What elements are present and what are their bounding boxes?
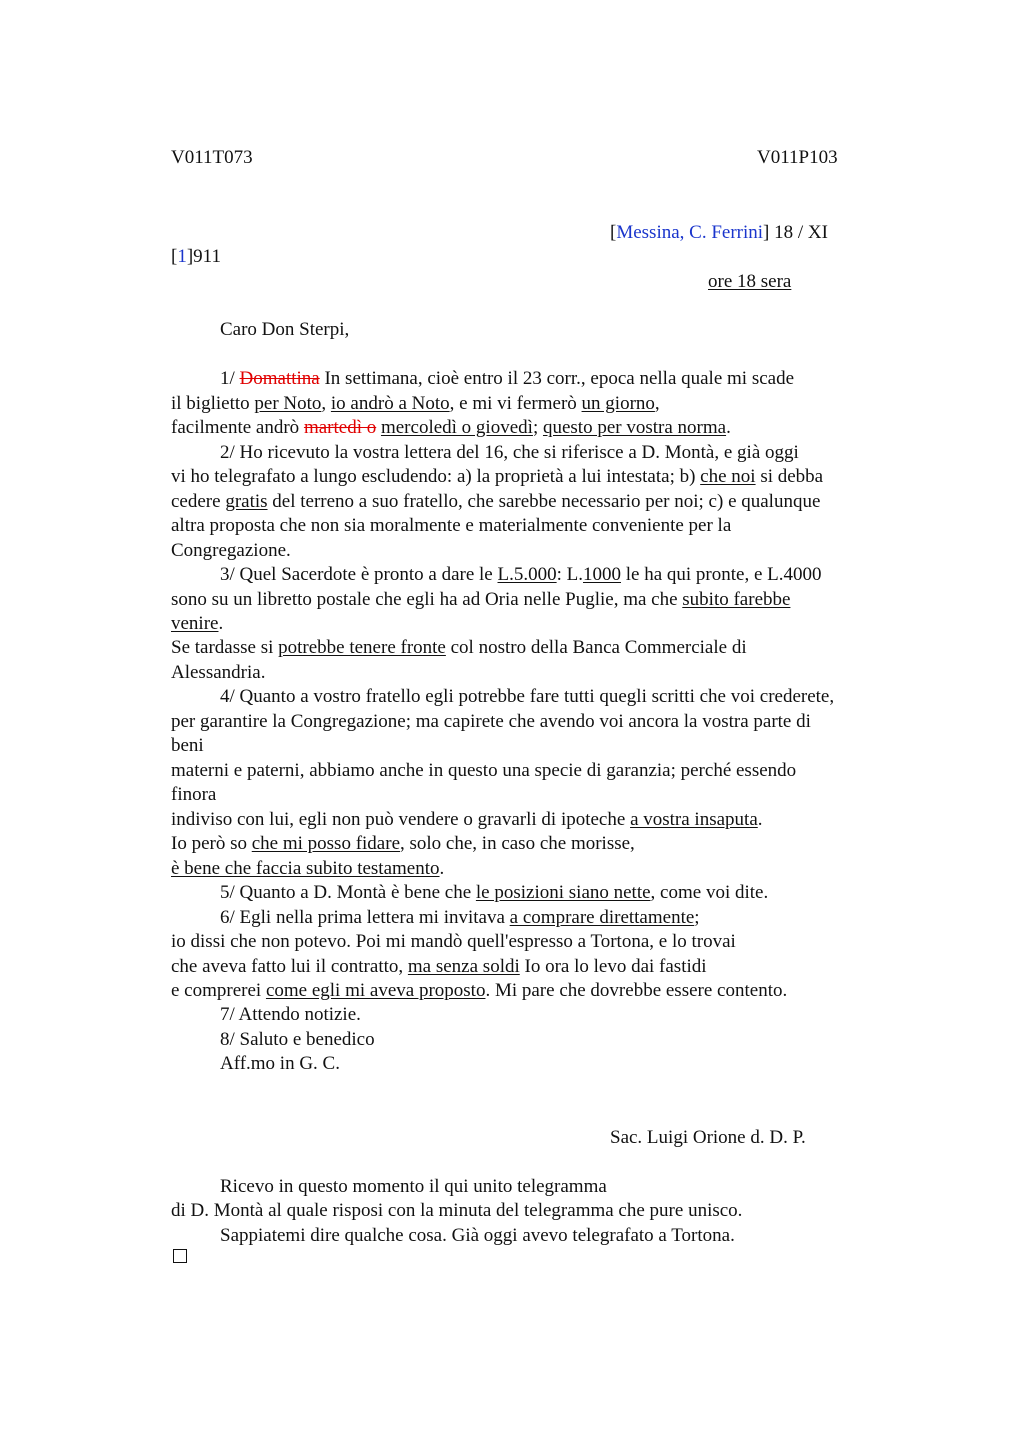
paragraph-1-line-2: il biglietto per Noto, io andrò a Noto, e mi vi fermerò un giorno, bbox=[171, 393, 660, 414]
paragraph-3-line-1: 3/ Quel Sacerdote è pronto a dare le L.5.000: L.1000 le ha qui pronte, e L.4000 bbox=[220, 564, 822, 585]
checkbox-square-icon bbox=[173, 1249, 187, 1263]
paragraph-2-line-3: cedere gratis del terreno a suo fratello, che sarebbe necessario per noi; c) e qualunque bbox=[171, 491, 821, 512]
postscript-line-1: Ricevo in questo momento il qui unito telegramma bbox=[220, 1176, 607, 1197]
paragraph-2-line-4: altra proposta che non sia moralmente e materialmente conveniente per la bbox=[171, 515, 732, 536]
closing: Aff.mo in G. C. bbox=[220, 1053, 340, 1074]
paragraph-4-line-8: è bene che faccia subito testamento. bbox=[171, 858, 445, 879]
place-date: [Messina, C. Ferrini] 18 / XI bbox=[610, 222, 828, 243]
paragraph-4-line-2: per garantire la Congregazione; ma capirete che avendo voi ancora la vostra parte di bbox=[171, 711, 811, 732]
salutation: Caro Don Sterpi, bbox=[220, 319, 350, 340]
paragraph-2-line-5: Congregazione. bbox=[171, 540, 291, 561]
paragraph-4-line-7: Io però so che mi posso fidare, solo che, in caso che morisse, bbox=[171, 833, 635, 854]
paragraph-4-line-3: beni bbox=[171, 735, 204, 756]
place-editorial: Messina, C. Ferrini bbox=[616, 222, 764, 243]
paragraph-2-line-2: vi ho telegrafato a lungo escludendo: a) la proprietà a lui intestata; b) che noi si debba bbox=[171, 466, 824, 487]
paragraph-4-line-1: 4/ Quanto a vostro fratello egli potrebbe fare tutti quegli scritti che voi crederete, bbox=[220, 686, 835, 707]
paragraph-3-line-3: venire. bbox=[171, 613, 224, 634]
signature: Sac. Luigi Orione d. D. P. bbox=[610, 1127, 806, 1148]
postscript-line-2: di D. Montà al quale risposi con la minuta del telegramma che pure unisco. bbox=[171, 1200, 743, 1221]
paragraph-3-line-2: sono su un libretto postale che egli ha ad Oria nelle Puglie, ma che subito farebbe bbox=[171, 589, 791, 610]
paragraph-4-line-6: indiviso con lui, egli non può vendere o gravarli di ipoteche a vostra insaputa. bbox=[171, 809, 763, 830]
paragraph-8: 8/ Saluto e benedico bbox=[220, 1029, 375, 1050]
paragraph-7: 7/ Attendo notizie. bbox=[220, 1004, 361, 1025]
paragraph-1-line-1: 1/ Domattina In settimana, cioè entro il 23 corr., epoca nella quale mi scade bbox=[220, 368, 795, 389]
paragraph-3-line-5: Alessandria. bbox=[171, 662, 266, 683]
paragraph-5: 5/ Quanto a D. Montà è bene che le posizioni siano nette, come voi dite. bbox=[220, 882, 769, 903]
paragraph-6-line-4: e comprerei come egli mi aveva proposto. Mi pare che dovrebbe essere contento. bbox=[171, 980, 788, 1001]
deleted-text: Domattina bbox=[239, 368, 320, 389]
postscript-line-3: Sappiatemi dire qualche cosa. Già oggi avevo telegrafato a Tortona. bbox=[220, 1225, 735, 1246]
year-editorial: 1 bbox=[177, 246, 187, 267]
year: [1]911 bbox=[171, 246, 221, 267]
paragraph-6-line-1: 6/ Egli nella prima lettera mi invitava a comprare direttamente; bbox=[220, 907, 700, 928]
paragraph-2-line-1: 2/ Ho ricevuto la vostra lettera del 16, che si riferisce a D. Montà, e già oggi bbox=[220, 442, 799, 463]
document-code-left: V011T073 bbox=[171, 147, 253, 168]
paragraph-4-line-5: finora bbox=[171, 784, 217, 805]
deleted-text: martedì o bbox=[303, 417, 377, 438]
time-note: ore 18 sera bbox=[708, 271, 792, 292]
document-code-right: V011P103 bbox=[757, 147, 838, 168]
paragraph-3-line-4: Se tardasse si potrebbe tenere fronte col nostro della Banca Commerciale di bbox=[171, 637, 747, 658]
paragraph-6-line-2: io dissi che non potevo. Poi mi mandò quell'espresso a Tortona, e lo trovai bbox=[171, 931, 736, 952]
paragraph-6-line-3: che aveva fatto lui il contratto, ma senza soldi Io ora lo levo dai fastidi bbox=[171, 956, 707, 977]
paragraph-4-line-4: materni e paterni, abbiamo anche in questo una specie di garanzia; perché essendo bbox=[171, 760, 797, 781]
paragraph-1-line-3: facilmente andrò martedì o mercoledì o giovedì; questo per vostra norma. bbox=[171, 417, 731, 438]
